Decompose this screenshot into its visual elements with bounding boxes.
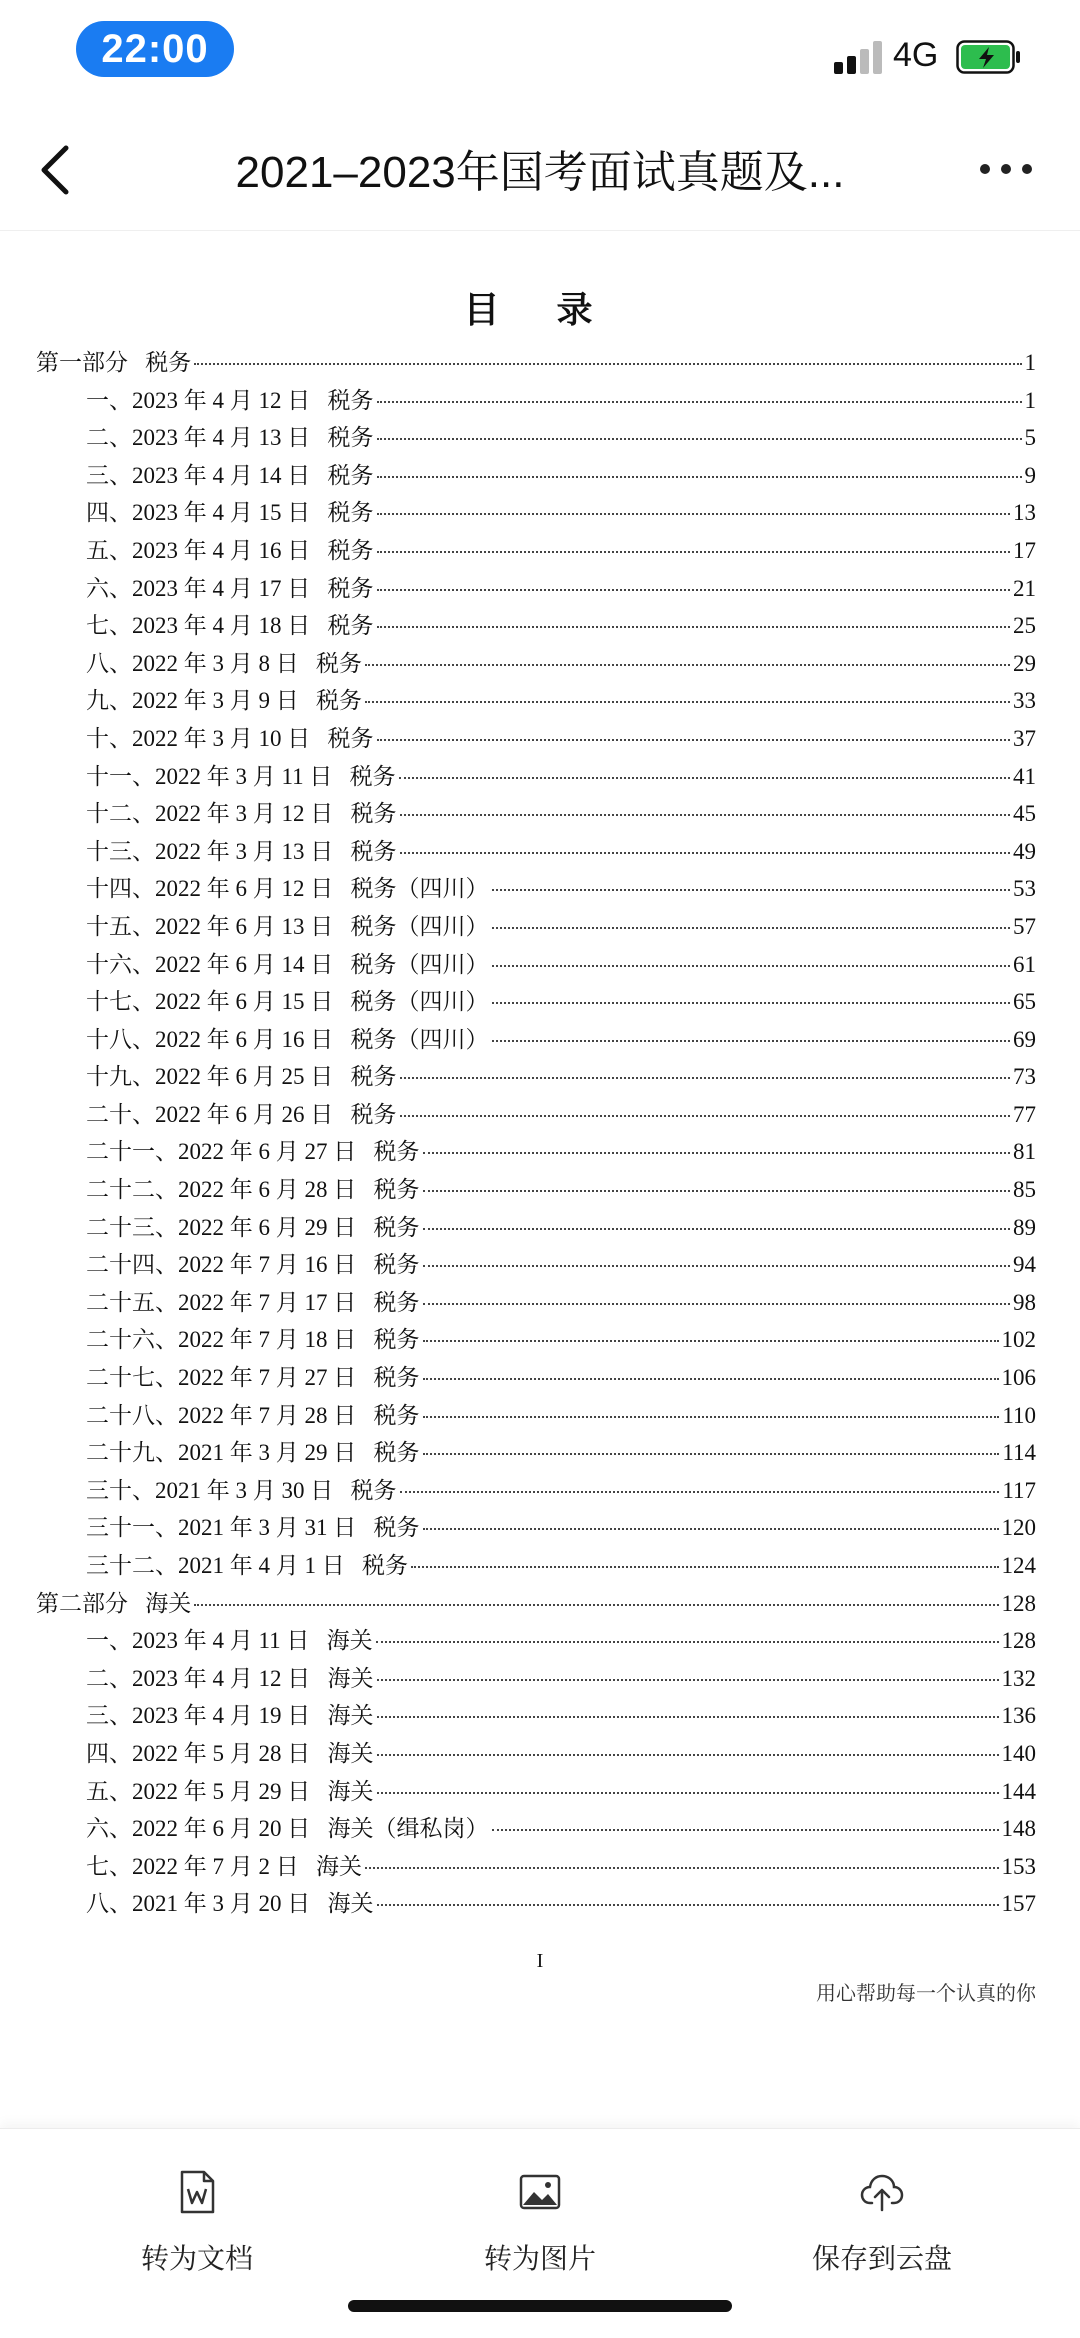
toc-entry-title: 二十三、2022 年 6 月 29 日 税务 (86, 1214, 420, 1240)
toc-leader-dots (400, 1491, 1000, 1493)
toc-leader-dots (423, 1416, 1000, 1418)
toc-leader-dots (423, 1265, 1011, 1267)
network-type: 4G (893, 36, 939, 74)
chevron-left-icon[interactable] (32, 140, 82, 200)
toc-leader-dots (377, 1792, 999, 1794)
toc-entry-title: 十三、2022 年 3 月 13 日 税务 (86, 838, 397, 864)
toc-entry[interactable] (36, 1622, 1036, 1660)
convert-to-doc-button[interactable] (67, 2169, 327, 2299)
convert-to-image-label: 转为图片 (483, 2243, 596, 2274)
toc-leader-dots (423, 1303, 1011, 1305)
toc-entry-page: 106 (1001, 1365, 1036, 1391)
toc-entry[interactable] (36, 494, 1036, 532)
toc-entry-title: 三、2023 年 4 月 14 日 税务 (86, 462, 374, 488)
toc-entry-page: 37 (1013, 725, 1036, 751)
toc-leader-dots (400, 852, 1011, 854)
toc-entry-title: 二十、2022 年 6 月 26 日 税务 (86, 1101, 397, 1127)
toc-leader-dots (400, 1115, 1011, 1117)
toc-entry-title: 三、2023 年 4 月 19 日 海关 (86, 1703, 374, 1729)
toc-entry-page: 17 (1013, 537, 1036, 563)
toc-entry[interactable] (36, 682, 1036, 720)
toc-entry-page: 69 (1013, 1026, 1036, 1052)
toc-entry-page: 77 (1013, 1101, 1036, 1127)
toc-entry[interactable] (36, 1472, 1036, 1510)
status-time: 22:00 (76, 21, 234, 77)
toc-entry[interactable] (36, 758, 1036, 796)
toc-entry-title: 八、2021 年 3 月 20 日 海关 (86, 1891, 374, 1917)
toc-entry-page: 140 (1001, 1740, 1036, 1766)
toc-leader-dots (194, 1604, 998, 1606)
toc-entry-title: 十五、2022 年 6 月 13 日 税务（四川） (86, 913, 489, 939)
toc-entry-title: 四、2023 年 4 月 15 日 税务 (86, 500, 374, 526)
toc-leader-dots (194, 363, 1021, 365)
toc-entry[interactable] (36, 607, 1036, 645)
toc-leader-dots (377, 1679, 999, 1681)
toc-entry-title: 六、2022 年 6 月 20 日 海关（缉私岗） (86, 1816, 489, 1842)
toc-entry-page: 153 (1001, 1853, 1036, 1879)
toc-entry-title: 二十七、2022 年 7 月 27 日 税务 (86, 1365, 420, 1391)
toc-leader-dots (492, 1002, 1011, 1004)
toc-entry[interactable] (36, 720, 1036, 758)
toc-leader-dots (423, 1190, 1011, 1192)
cloud-upload-icon (859, 2169, 905, 2215)
toc-entry-title: 二、2023 年 4 月 12 日 海关 (86, 1665, 374, 1691)
toc-entry[interactable] (36, 1209, 1036, 1247)
toc-entry-title: 十、2022 年 3 月 10 日 税务 (86, 725, 374, 751)
toc-entry-page: 65 (1013, 989, 1036, 1015)
table-of-contents (36, 344, 1036, 1923)
toc-entry-page: 41 (1013, 763, 1036, 789)
toc-leader-dots (399, 777, 1010, 779)
toc-entry[interactable] (36, 1585, 1036, 1623)
signal-icon (834, 40, 882, 74)
word-doc-icon (174, 2169, 220, 2215)
toc-entry-title: 二十八、2022 年 7 月 28 日 税务 (86, 1402, 420, 1428)
toc-leader-dots (377, 739, 1011, 741)
toc-entry[interactable] (36, 645, 1036, 683)
toc-leader-dots (377, 476, 1022, 478)
toc-entry[interactable] (36, 1058, 1036, 1096)
toc-entry-title: 十二、2022 年 3 月 12 日 税务 (86, 801, 397, 827)
toc-entry-page: 89 (1013, 1214, 1036, 1240)
toc-entry[interactable] (36, 1848, 1036, 1886)
toc-entry-page: 25 (1013, 613, 1036, 639)
toc-entry-page: 21 (1013, 575, 1036, 601)
toc-entry-page: 29 (1013, 650, 1036, 676)
toc-leader-dots (377, 1904, 999, 1906)
toc-entry[interactable] (36, 1735, 1036, 1773)
toc-entry-title: 一、2023 年 4 月 12 日 税务 (86, 387, 374, 413)
toc-entry-page: 136 (1001, 1703, 1036, 1729)
toc-entry-page: 120 (1001, 1515, 1036, 1541)
toc-leader-dots (377, 1754, 999, 1756)
toc-entry-page: 117 (1002, 1477, 1036, 1503)
toc-leader-dots (377, 438, 1022, 440)
toc-entry-page: 157 (1001, 1891, 1036, 1917)
toc-entry[interactable] (36, 1246, 1036, 1284)
toc-leader-dots (365, 1867, 999, 1869)
toc-entry[interactable] (36, 1810, 1036, 1848)
save-to-cloud-label: 保存到云盘 (811, 2243, 952, 2274)
toc-entry-page: 85 (1013, 1177, 1036, 1203)
toc-entry-page: 45 (1013, 801, 1036, 827)
toc-leader-dots (423, 1340, 999, 1342)
more-icon[interactable] (976, 154, 1036, 184)
toc-entry[interactable] (36, 1359, 1036, 1397)
toc-entry[interactable] (36, 833, 1036, 871)
toc-entry[interactable] (36, 1885, 1036, 1923)
image-icon (517, 2169, 563, 2215)
toc-entry[interactable] (36, 1096, 1036, 1134)
toc-entry[interactable] (36, 344, 1036, 382)
toc-entry-title: 三十二、2021 年 4 月 1 日 税务 (86, 1553, 408, 1578)
toc-leader-dots (492, 965, 1011, 967)
toc-leader-dots (423, 1528, 999, 1530)
toc-entry[interactable] (36, 1021, 1036, 1059)
toc-leader-dots (376, 1641, 999, 1643)
toc-leader-dots (423, 1453, 1000, 1455)
toc-entry[interactable] (36, 1773, 1036, 1811)
toc-entry-page: 61 (1013, 951, 1036, 977)
toc-entry-page: 128 (1001, 1628, 1036, 1654)
battery-charging-icon (956, 40, 1022, 74)
toc-leader-dots (492, 1040, 1011, 1042)
toc-entry-title: 十六、2022 年 6 月 14 日 税务（四川） (86, 951, 489, 977)
toc-leader-dots (377, 551, 1011, 553)
toc-entry-page: 144 (1001, 1778, 1036, 1804)
toc-entry[interactable] (36, 1133, 1036, 1171)
toc-entry-title: 九、2022 年 3 月 9 日 税务 (86, 688, 362, 714)
toc-entry-title: 五、2023 年 4 月 16 日 税务 (86, 537, 374, 563)
toc-entry-page: 81 (1013, 1139, 1036, 1165)
toc-leader-dots (377, 401, 1022, 403)
toc-leader-dots (411, 1566, 999, 1568)
toc-entry[interactable] (36, 532, 1036, 570)
document-page[interactable] (0, 232, 1080, 2117)
toc-entry[interactable] (36, 1171, 1036, 1209)
convert-to-doc-label: 转为文档 (140, 2243, 253, 2274)
page-footer: 用心帮助每一个认真的你 (816, 1983, 1036, 2005)
toc-entry-title: 二十二、2022 年 6 月 28 日 税务 (86, 1177, 420, 1203)
toc-entry-page: 73 (1013, 1064, 1036, 1090)
toc-leader-dots (400, 814, 1011, 816)
toc-entry-title: 十四、2022 年 6 月 12 日 税务（四川） (86, 876, 489, 902)
toc-entry[interactable] (36, 795, 1036, 833)
toc-entry[interactable] (36, 1660, 1036, 1698)
convert-to-image-button[interactable] (410, 2169, 670, 2299)
toc-entry-page: 124 (1001, 1553, 1036, 1578)
toc-entry-title: 五、2022 年 5 月 29 日 海关 (86, 1778, 374, 1804)
toc-entry[interactable] (36, 1697, 1036, 1735)
toc-entry-title: 第二部分 海关 (36, 1590, 192, 1616)
toc-entry-title: 二十四、2022 年 7 月 16 日 税务 (86, 1252, 420, 1278)
toc-leader-dots (492, 889, 1011, 891)
toc-entry-title: 二十六、2022 年 7 月 18 日 税务 (86, 1327, 420, 1353)
toc-entry-page: 102 (1001, 1327, 1036, 1353)
toc-leader-dots (423, 1228, 1011, 1230)
toc-entry[interactable] (36, 870, 1036, 908)
toc-entry[interactable] (36, 1321, 1036, 1359)
toc-leader-dots (377, 626, 1011, 628)
toc-entry[interactable] (36, 419, 1036, 457)
toc-leader-dots (423, 1152, 1011, 1154)
toc-entry[interactable] (36, 457, 1036, 495)
toc-entry-page: 148 (1001, 1816, 1036, 1842)
toc-entry[interactable] (36, 1397, 1036, 1435)
toc-entry-page: 49 (1013, 838, 1036, 864)
toc-entry-title: 四、2022 年 5 月 28 日 海关 (86, 1740, 374, 1766)
toc-leader-dots (365, 664, 1010, 666)
toc-leader-dots (377, 1716, 999, 1718)
toc-entry-title: 十八、2022 年 6 月 16 日 税务（四川） (86, 1026, 489, 1052)
toc-entry[interactable] (36, 1284, 1036, 1322)
toc-entry-page: 53 (1013, 876, 1036, 902)
toc-entry[interactable] (36, 983, 1036, 1021)
toc-entry-title: 二十九、2021 年 3 月 29 日 税务 (86, 1440, 420, 1466)
home-indicator[interactable] (348, 2300, 732, 2312)
toc-entry[interactable] (36, 570, 1036, 608)
toc-leader-dots (423, 1378, 999, 1380)
toc-entry-page: 110 (1002, 1402, 1036, 1428)
toc-entry-title: 二、2023 年 4 月 13 日 税务 (86, 425, 374, 451)
toc-entry-page: 98 (1013, 1289, 1036, 1315)
toc-leader-dots (400, 1077, 1011, 1079)
toc-entry-page: 1 (1024, 350, 1036, 375)
toc-entry-page: 128 (1001, 1590, 1036, 1616)
toc-entry-page: 9 (1024, 462, 1036, 488)
save-to-cloud-button[interactable] (752, 2169, 1012, 2299)
toc-entry[interactable] (36, 946, 1036, 984)
toc-leader-dots (365, 701, 1010, 703)
toc-entry-title: 第一部分 税务 (36, 350, 192, 375)
document-title: 2021–2023年国考面试真题及... (235, 148, 845, 197)
toc-entry-title: 一、2023 年 4 月 11 日 海关 (86, 1628, 373, 1654)
toc-leader-dots (492, 927, 1011, 929)
toc-entry[interactable] (36, 908, 1036, 946)
toc-entry-page: 132 (1001, 1665, 1036, 1691)
toc-entry-title: 二十一、2022 年 6 月 27 日 税务 (86, 1139, 420, 1165)
toc-entry[interactable] (36, 382, 1036, 420)
toc-entry-page: 57 (1013, 913, 1036, 939)
page-number: I (536, 1950, 544, 1972)
toc-entry-page: 13 (1013, 500, 1036, 526)
toc-entry-title: 三十、2021 年 3 月 30 日 税务 (86, 1477, 397, 1503)
toc-entry-title: 七、2023 年 4 月 18 日 税务 (86, 613, 374, 639)
toc-entry[interactable] (36, 1509, 1036, 1547)
toc-entry-page: 33 (1013, 688, 1036, 714)
toc-entry-title: 六、2023 年 4 月 17 日 税务 (86, 575, 374, 601)
toc-entry-title: 七、2022 年 7 月 2 日 海关 (86, 1853, 362, 1879)
toc-entry-page: 5 (1024, 425, 1036, 451)
toc-leader-dots (377, 589, 1011, 591)
toc-entry-page: 1 (1024, 387, 1036, 413)
toc-entry-page: 94 (1013, 1252, 1036, 1278)
toc-entry-page: 114 (1002, 1440, 1036, 1466)
toc-leader-dots (377, 513, 1011, 515)
nav-bar (0, 110, 1080, 231)
toc-entry[interactable] (36, 1434, 1036, 1472)
toc-entry-title: 十九、2022 年 6 月 25 日 税务 (86, 1064, 397, 1090)
toc-entry[interactable] (36, 1547, 1036, 1585)
toc-leader-dots (492, 1829, 999, 1831)
toc-entry-title: 十一、2022 年 3 月 11 日 税务 (86, 763, 396, 789)
toc-heading: 目 录 (463, 290, 617, 330)
toc-entry-title: 三十一、2021 年 3 月 31 日 税务 (86, 1515, 420, 1541)
toc-entry-title: 十七、2022 年 6 月 15 日 税务（四川） (86, 989, 489, 1015)
toc-entry-title: 八、2022 年 3 月 8 日 税务 (86, 650, 362, 676)
toc-entry-title: 二十五、2022 年 7 月 17 日 税务 (86, 1289, 420, 1315)
status-bar (0, 0, 1080, 110)
